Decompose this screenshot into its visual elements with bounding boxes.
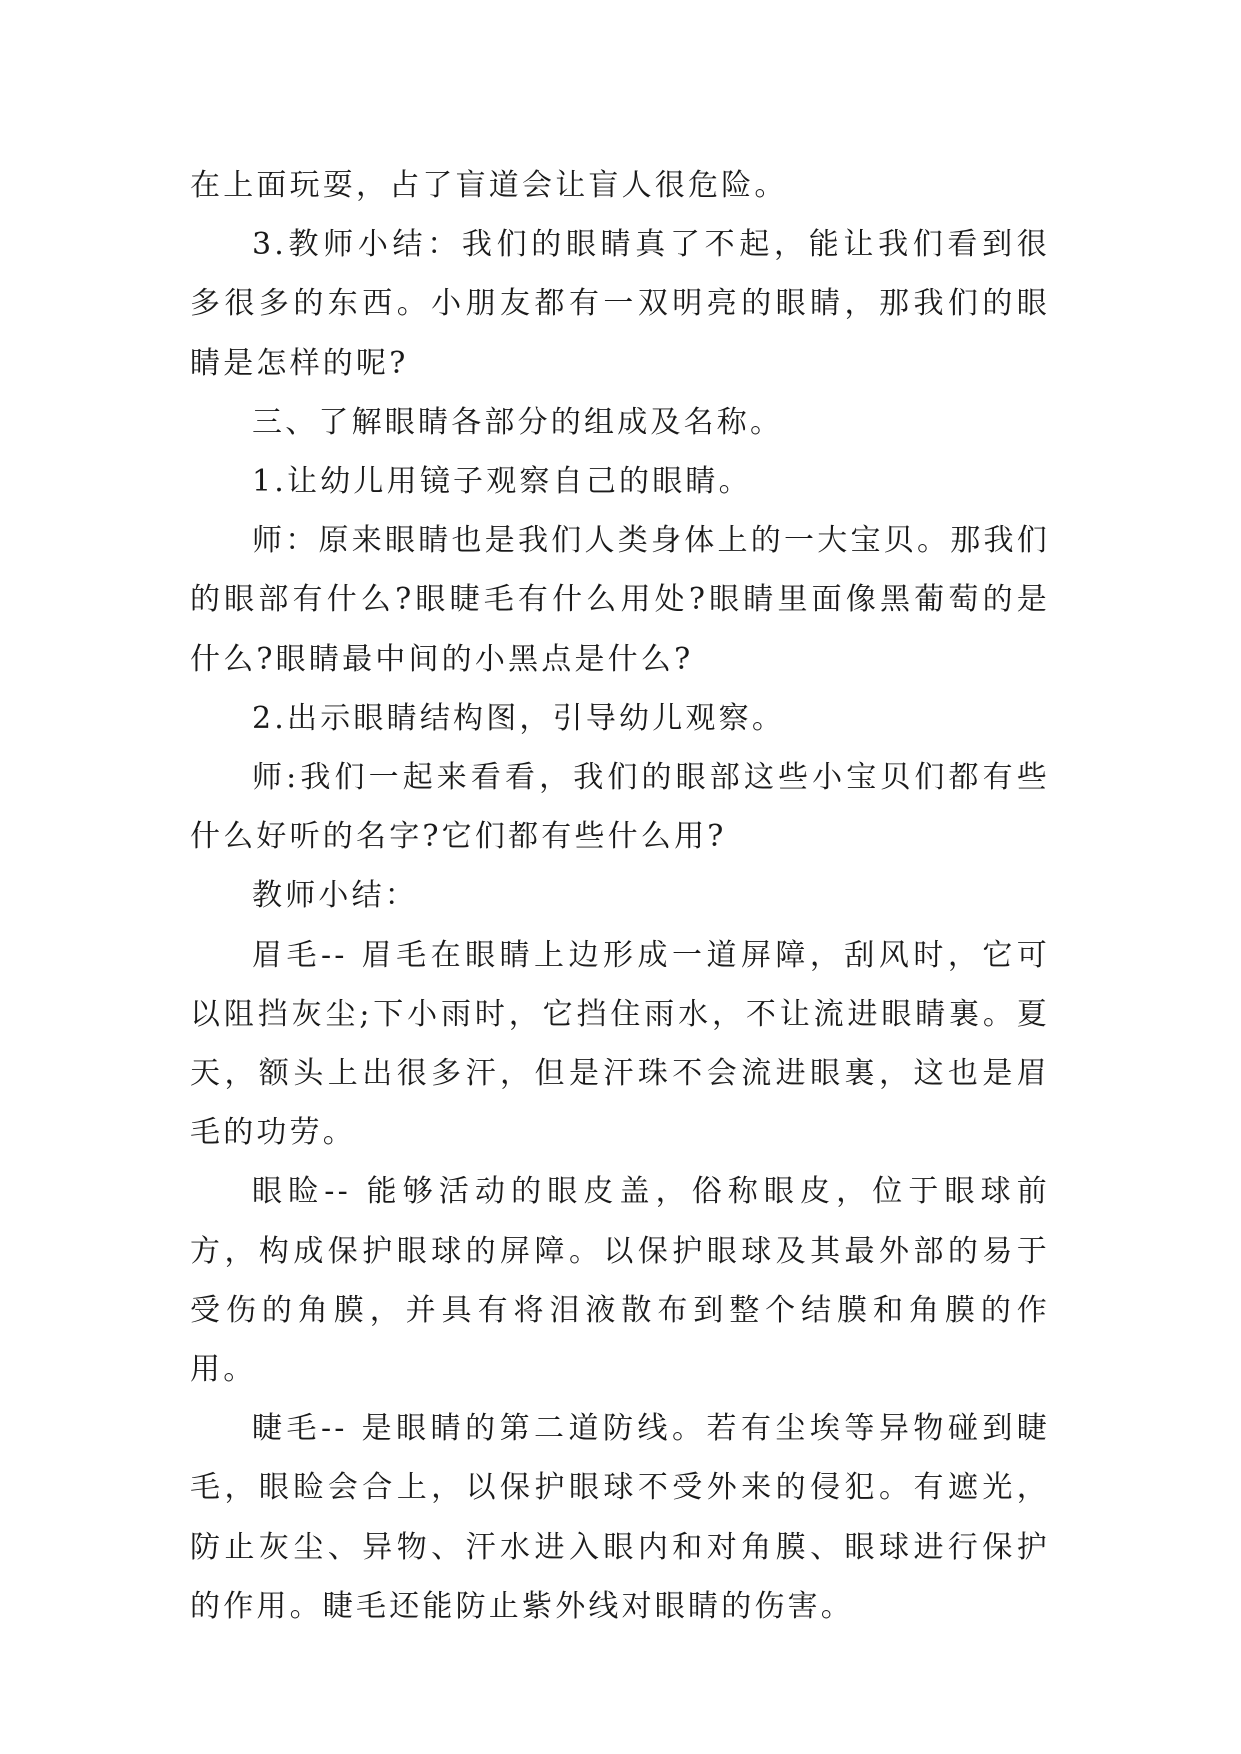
paragraph-teacher-summary-1: 3.教师小结：我们的眼睛真了不起，能让我们看到很多很多的东西。小朋友都有一双明亮的眼睛，那我们的眼睛是怎样的呢?	[190, 227, 1050, 381]
section-heading-3: 三、了解眼睛各部分的组成及名称。	[252, 404, 784, 440]
paragraph-teacher-summary-label: 教师小结：	[252, 878, 418, 914]
paragraph-eyebrow: 眉毛-- 眉毛在眼睛上边形成一道屏障，刮风时，它可以阻挡灰尘;下小雨时，它挡住雨水，不让流进眼睛裏。夏天，额头上出很多汗，但是汗珠不会流进眼裏，这也是眉毛的功劳。	[190, 937, 1050, 1151]
paragraph-step-1: 1.让幼儿用镜子观察自己的眼睛。	[252, 464, 752, 500]
paragraph-eyelash: 睫毛-- 是眼睛的第二道防线。若有尘埃等异物碰到睫毛，眼睑会合上，以保护眼球不受外来的侵犯。有遮光，防止灰尘、异物、汗水进入眼内和对角膜、眼球进行保护的作用。睫毛还能防止紫外线对眼睛的伤害。	[190, 1411, 1050, 1624]
document-body	[190, 156, 1050, 1636]
paragraph-eyelid: 眼睑-- 能够活动的眼皮盖，俗称眼皮，位于眼球前方，构成保护眼球的屏障。以保护眼球及其最外部的易于受伤的角膜，并具有将泪液散布到整个结膜和角膜的作用。	[190, 1174, 1050, 1388]
paragraph-step-2: 2.出示眼睛结构图，引导幼儿观察。	[252, 700, 786, 736]
paragraph-continuation: 在上面玩耍，占了盲道会让盲人很危险。	[190, 168, 788, 203]
paragraph-teacher-question-1: 师：原来眼睛也是我们人类身体上的一大宝贝。那我们的眼部有什么?眼睫毛有什么用处?眼睛里面像黑葡萄的是什么?眼睛最中间的小黑点是什么?	[190, 523, 1050, 677]
paragraph-teacher-question-2: 师:我们一起来看看，我们的眼部这些小宝贝们都有些什么好听的名字?它们都有些什么用?	[190, 760, 1050, 855]
